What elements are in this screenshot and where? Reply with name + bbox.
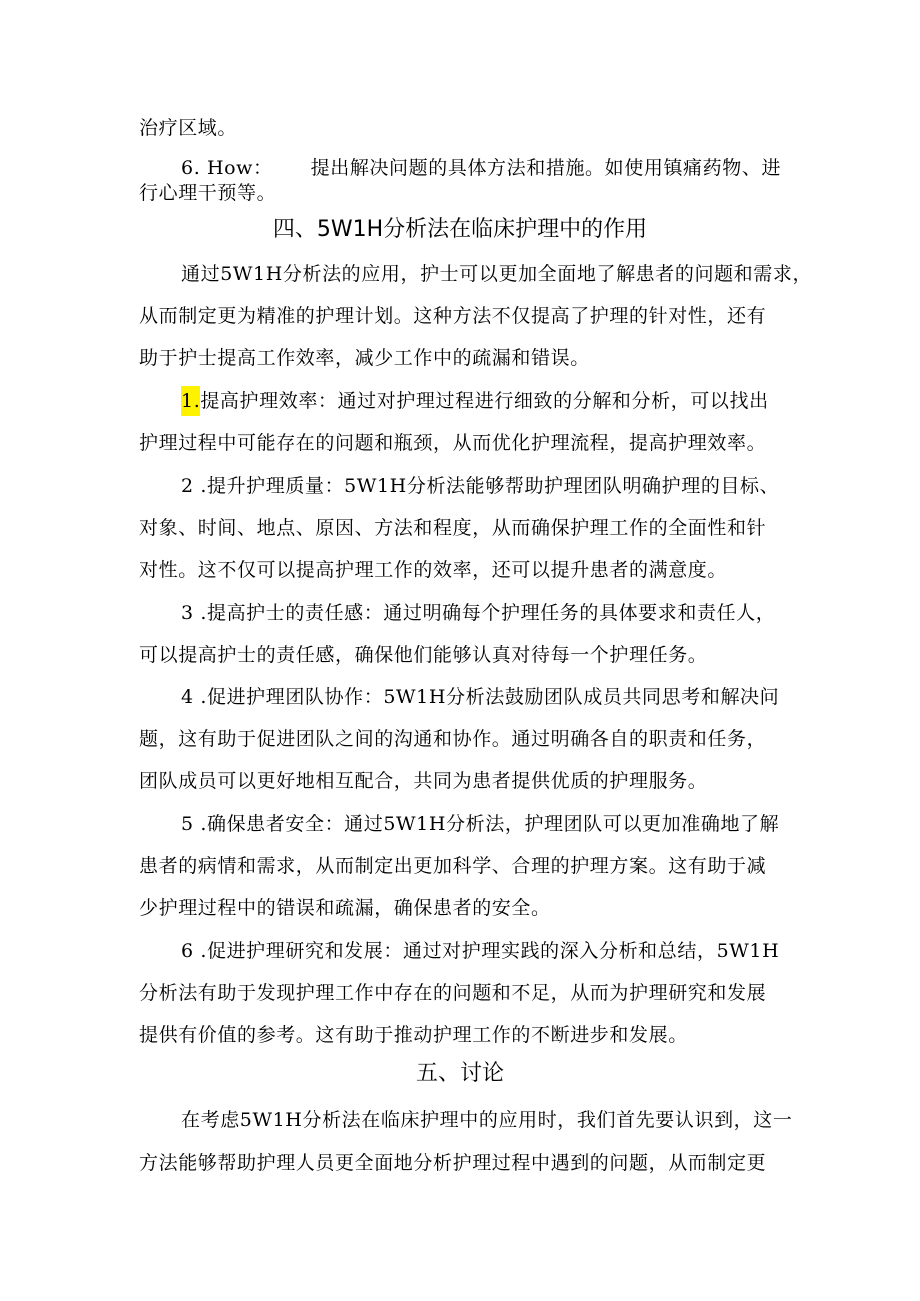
paragraph-line: 少护理过程中的错误和疏漏，确保患者的安全。 — [139, 897, 551, 919]
how-line — [181, 156, 789, 180]
how-text: 提出解决问题的具体方法和措施。如使用镇痛药物、进 — [310, 157, 782, 179]
paragraph-line: 通过5W1H分析法的应用，护士可以更加全面地了解患者的问题和需求， — [181, 263, 813, 285]
paragraph-line: 患者的病情和需求，从而制定出更加科学、合理的护理方案。这有助于减 — [139, 855, 767, 877]
paragraph-line: 题，这有助于促进团队之间的沟通和协作。通过明确各自的职责和任务， — [139, 728, 767, 750]
list-item-first-line: 3 .提高护士的责任感：通过明确每个护理任务的具体要求和责任人， — [181, 602, 776, 624]
paragraph-line: 治疗区域。 — [139, 117, 238, 139]
paragraph-line: 行心理干预等。 — [139, 182, 277, 204]
paragraph-line: 助于护士提高工作效率，减少工作中的疏漏和错误。 — [139, 347, 590, 369]
paragraph-line: 护理过程中可能存在的问题和瓶颈，从而优化护理流程，提高护理效率。 — [139, 432, 767, 454]
list-item-first-line — [181, 389, 789, 413]
list-item-first-line: 5 .确保患者安全：通过5W1H分析法，护理团队可以更加准确地了解 — [181, 813, 780, 835]
list-item-first-line: 6 .促进护理研究和发展：通过对护理实践的深入分析和总结，5W1H — [181, 940, 780, 962]
paragraph-line: 提供有价值的参考。这有助于推动护理工作的不断进步和发展。 — [139, 1024, 688, 1046]
paragraph-line: 分析法有助于发现护理工作中存在的问题和不足，从而为护理研究和发展 — [139, 982, 767, 1004]
paragraph-line: 可以提高护士的责任感，确保他们能够认真对待每一个护理任务。 — [139, 644, 708, 666]
how-label: 6. How： — [181, 157, 273, 179]
section-heading: 四、5W1H分析法在临床护理中的作用 — [272, 217, 648, 242]
list-item-first-line: 2 .提升护理质量：5W1H分析法能够帮助护理团队明确护理的目标、 — [181, 475, 780, 497]
highlighted-number: 1. — [181, 386, 200, 416]
paragraph-line: 对性。这不仅可以提高护理工作的效率，还可以提升患者的满意度。 — [139, 559, 728, 581]
paragraph-line: 在考虑5W1H分析法在临床护理中的应用时，我们首先要认识到，这一 — [181, 1109, 793, 1131]
paragraph-line: 方法能够帮助护理人员更全面地分析护理过程中遇到的问题，从而制定更 — [139, 1152, 767, 1174]
paragraph-line: 对象、时间、地点、原因、方法和程度，从而确保护理工作的全面性和针 — [139, 517, 767, 539]
list-item-first-line: 4 .促进护理团队协作：5W1H分析法鼓励团队成员共同思考和解决问 — [181, 686, 780, 708]
paragraph-line: 从而制定更为精准的护理计划。这种方法不仅提高了护理的针对性，还有 — [139, 305, 767, 327]
section-heading: 五、讨论 — [415, 1061, 504, 1086]
list-item-text: 提高护理效率：通过对护理过程进行细致的分解和分析，可以找出 — [200, 390, 769, 412]
paragraph-line: 团队成员可以更好地相互配合，共同为患者提供优质的护理服务。 — [139, 770, 708, 792]
